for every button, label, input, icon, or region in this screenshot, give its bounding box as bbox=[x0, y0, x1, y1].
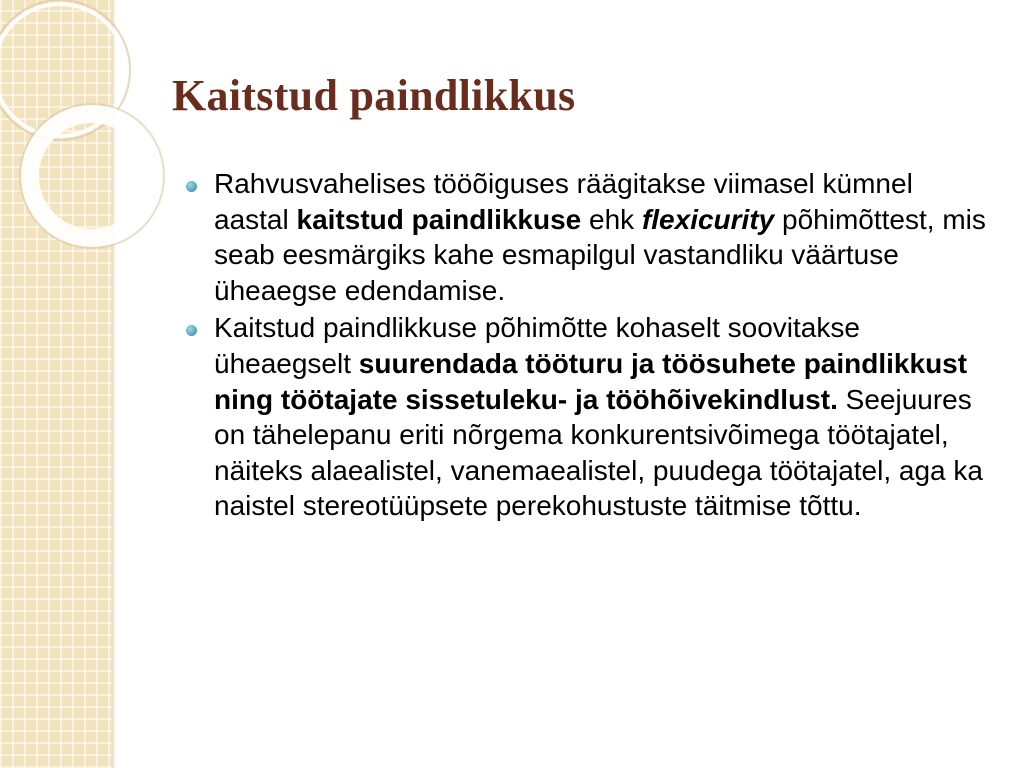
bullet-1-bold-term: kaitstud paindlikkuse bbox=[296, 203, 582, 235]
bullet-2-text-b: Seejuures on tähelepanu eriti nõrgema konkurentsivõimega töötajatel, näiteks alaealistel, vanemaealistel, puudega töötajatel, aga ka naistel stereotüüpsete perekohustuste täitmise tõttu. bbox=[214, 383, 983, 522]
bullet-1-italic-term: flexicurity bbox=[641, 203, 775, 235]
bullet-item-flexicurity bbox=[186, 166, 986, 308]
bullet-1-text-c: põhimõttest, mis seab eesmärgiks kahe esmapilgul vastandliku väärtuse üheaegse edendamise. bbox=[214, 203, 986, 306]
bullet-2-text-a: Kaitstud paindlikkuse põhimõtte kohaselt soovitakse üheaegselt bbox=[214, 312, 860, 379]
decorative-rings bbox=[0, 0, 160, 260]
slide-title: Kaitstud paindlikkus bbox=[172, 71, 576, 120]
bullet-1-text-a: Rahvusvahelises tööõiguses räägitakse viimasel kümnel aastal bbox=[214, 168, 913, 235]
bullet-dot-icon bbox=[186, 181, 197, 192]
bullet-dot-icon bbox=[186, 325, 197, 336]
bullet-list bbox=[186, 166, 986, 526]
bullet-2-bold-phrase: suurendada tööturu ja töösuhete paindlikkust ning töötajate sissetuleku- ja tööhõivekindlust. bbox=[214, 347, 968, 415]
bullet-1-text-b: ehk bbox=[581, 203, 642, 235]
bullet-item-principle bbox=[186, 310, 986, 524]
